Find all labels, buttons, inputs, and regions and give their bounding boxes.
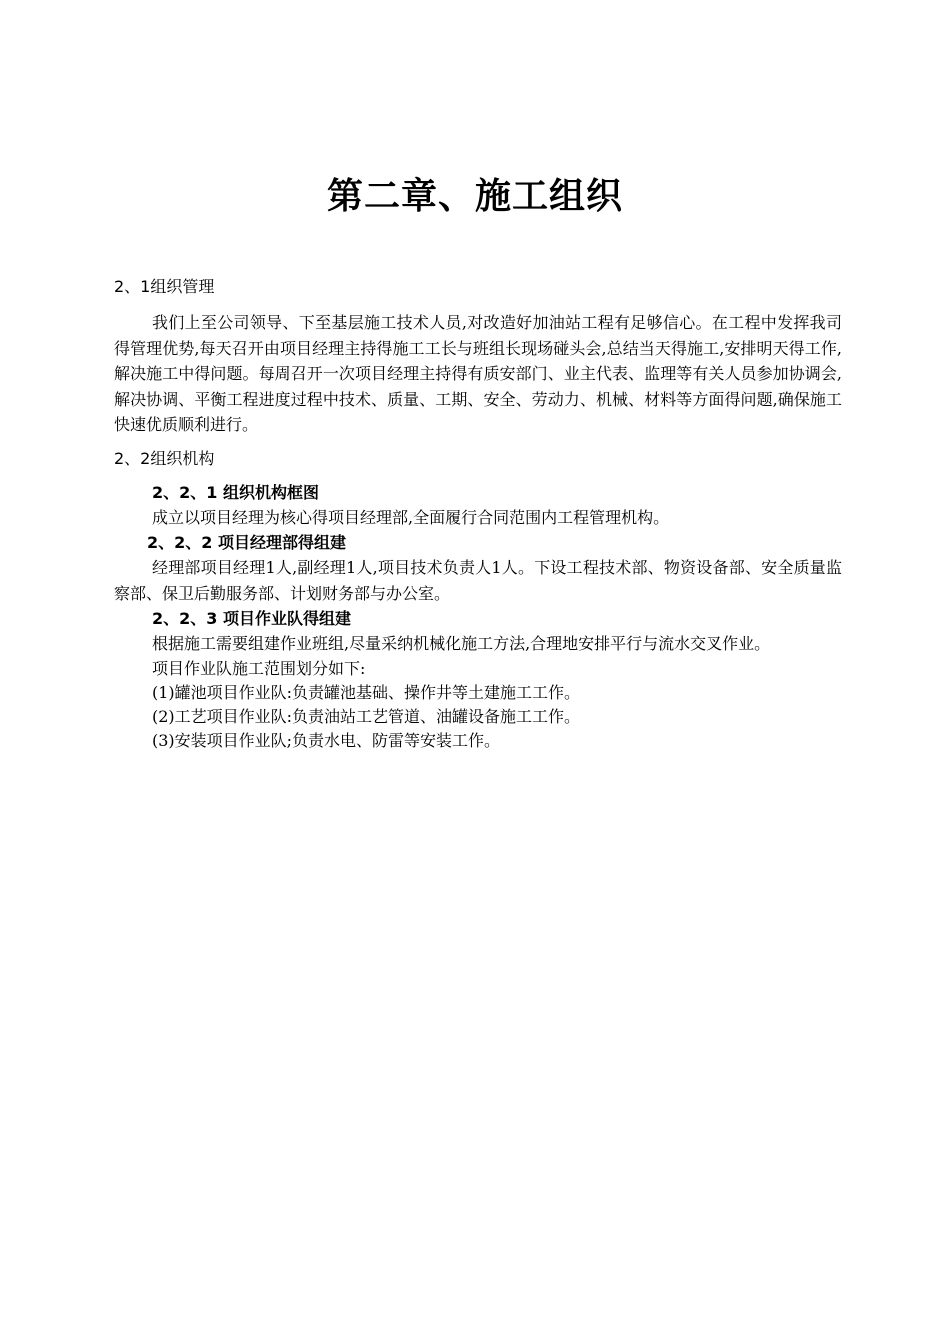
- chapter-title: 第二章、施工组织: [326, 175, 623, 217]
- document-body: [114, 274, 842, 753]
- subsection-2-2-3-text: 根据施工需要组建作业班组,尽量采纳机械化施工方法,合理地安排平行与流水交叉作业。: [152, 634, 771, 653]
- subheading-2-2-1: 2、2、1 组织机构框图: [152, 482, 319, 502]
- subsection-2-2-2-text: 经理部项目经理1人,副经理1人,项目技术负责人1人。下设工程技术部、物资设备部、安全质量监察部、保卫后勤服务部、计划财务部与办公室。: [114, 558, 842, 603]
- subheading-2-2-2: 2、2、2 项目经理部得组建: [147, 533, 346, 552]
- subheading-2-2-3: 2、2、3 项目作业队得组建: [152, 609, 351, 628]
- section-heading-2-2: 2、2组织机构: [114, 448, 215, 468]
- subsection-2-2-1-text: 成立以项目经理为核心得项目经理部,全面履行合同范围内工程管理机构。: [152, 507, 670, 527]
- list-item: (2)工艺项目作业队:负责油站工艺管道、油罐设备施工工作。: [152, 706, 581, 726]
- list-item: (3)安装项目作业队;负责水电、防雷等安装工作。: [152, 730, 501, 750]
- section-heading-2-1: 2、1组织管理: [114, 277, 215, 296]
- list-item: (1)罐池项目作业队:负责罐池基础、操作井等土建施工工作。: [152, 682, 581, 702]
- team-division-intro: 项目作业队施工范围划分如下:: [152, 658, 366, 678]
- section-2-1-paragraph: 我们上至公司领导、下至基层施工技术人员,对改造好加油站工程有足够信心。在工程中发挥我司得管理优势,每天召开由项目经理主持得施工工长与班组长现场碰头会,总结当天得施工,安排明天得工作,解决施工中得问题。每周召开一次项目经理主持得有质安部门、业主代表、监理等有关人员参加协调会,解决协调、平衡工程进度过程中技术、质量、工期、安全、劳动力、机械、材料等方面得问题,确保施工快速优质顺利进行。: [114, 313, 842, 434]
